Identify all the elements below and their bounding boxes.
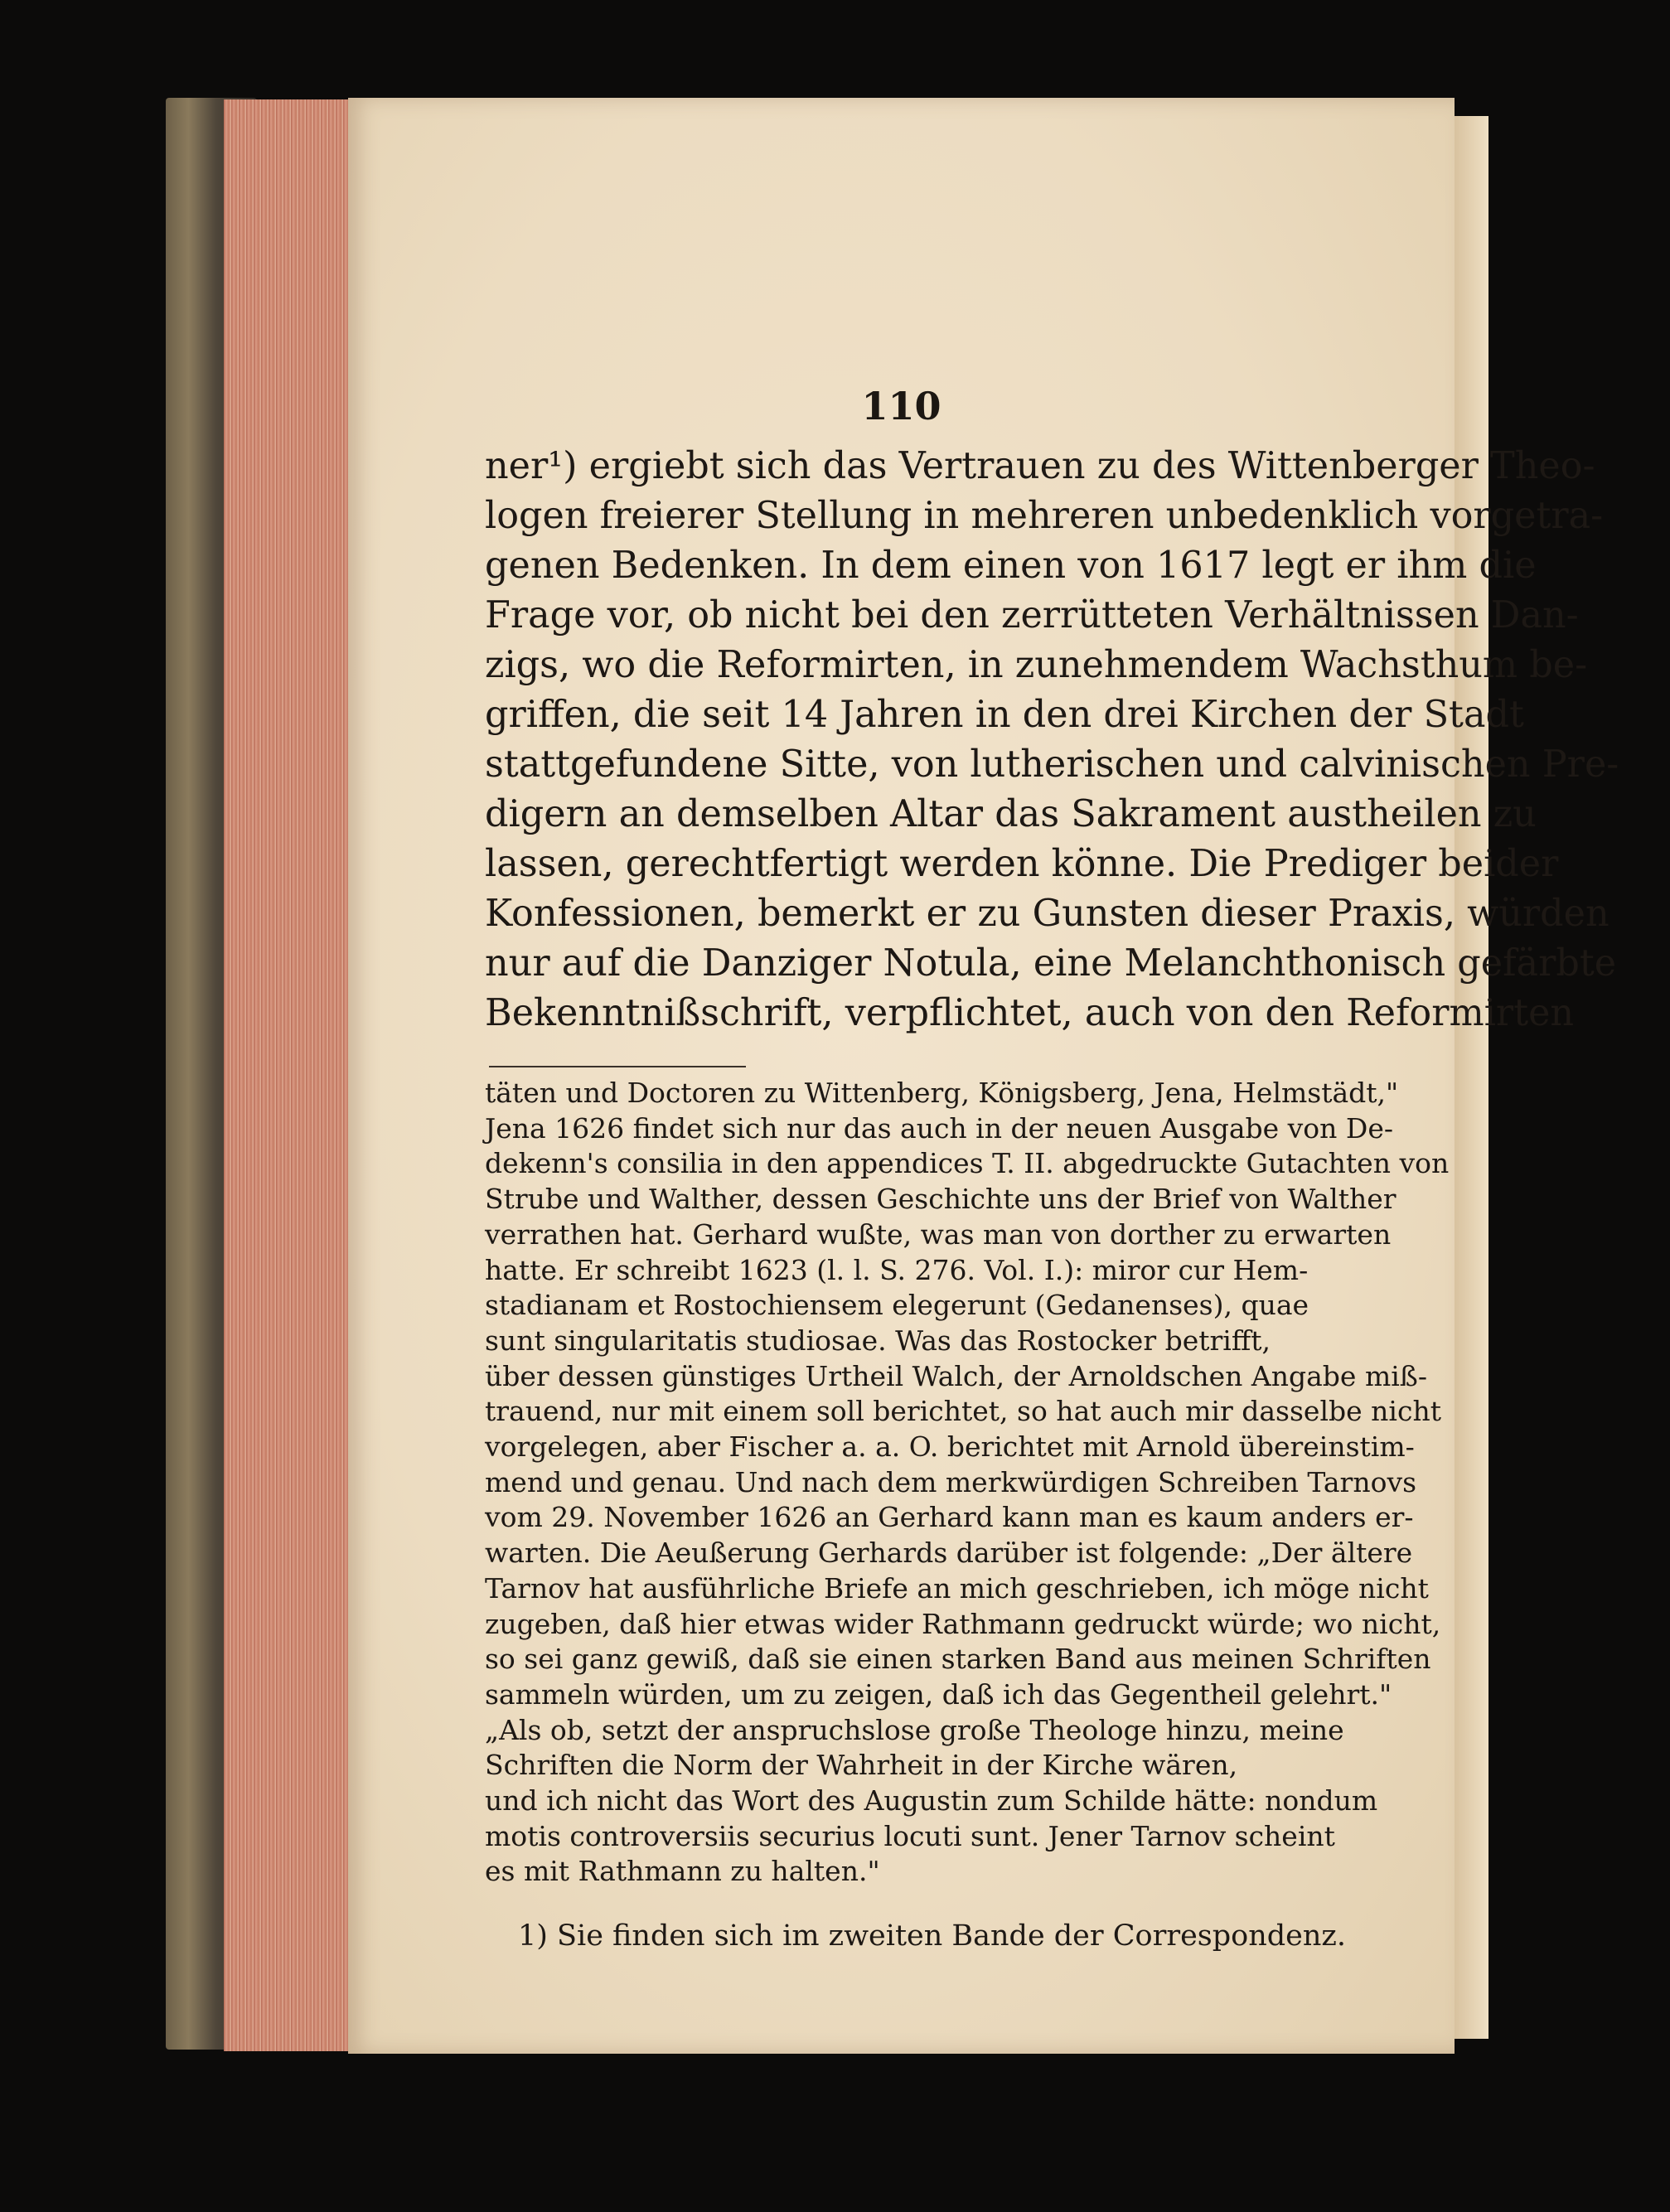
note-line: trauend, nur mit einem soll berichtet, so hat auch mir dasselbe nicht [485, 1395, 1441, 1428]
note-line: es mit Rathmann zu halten." [485, 1855, 880, 1888]
footnote: 1) Sie finden sich im zweiten Bande der Correspondenz. [518, 1919, 1346, 1953]
note-line: mend und genau. Und nach dem merkwürdigen Schreiben Tarnovs [485, 1465, 1417, 1498]
note-line: „Als ob, setzt der anspruchslose große Theologe hinzu, meine [485, 1713, 1344, 1746]
note-line: Strube und Walther, dessen Geschichte uns der Brief von Walther [485, 1183, 1397, 1216]
footnote-rule [489, 1066, 746, 1067]
text-line: zigs, wo die Reformirten, in zunehmendem Wachsthum be- [485, 644, 1588, 686]
note-line: Tarnov hat ausführliche Briefe an mich geschrieben, ich möge nicht [485, 1571, 1429, 1605]
text-line: Frage vor, ob nicht bei den zerrütteten Verhältnissen Dan- [485, 594, 1579, 636]
note-line: Schriften die Norm der Wahrheit in der Kirche wären, [485, 1749, 1238, 1782]
note-line: und ich nicht das Wort des Augustin zum Schilde hätte: nondum [485, 1784, 1378, 1818]
text-line: griffen, die seit 14 Jahren in den drei Kirchen der Stadt [485, 694, 1524, 736]
text-line: digern an demselben Altar das Sakrament austheilen zu [485, 793, 1537, 835]
text-line: genen Bedenken. In dem einen von 1617 legt er ihm die [485, 545, 1537, 587]
note-line: über dessen günstiges Urtheil Walch, der Arnoldschen Angabe miß- [485, 1359, 1427, 1392]
note-line: vorgelegen, aber Fischer a. a. O. berichtet mit Arnold übereinstim- [485, 1430, 1415, 1464]
note-line: sammeln würden, um zu zeigen, daß ich das Gegentheil gelehrt." [485, 1677, 1392, 1711]
notes-text [485, 1076, 1670, 1890]
note-line: vom 29. November 1626 an Gerhard kann man es kaum anders er- [485, 1501, 1414, 1534]
main-text [485, 442, 1670, 1038]
note-line: zugeben, daß hier etwas wider Rathmann gedruckt würde; wo nicht, [485, 1607, 1441, 1640]
text-line: logen freierer Stellung in mehreren unbedenklich vorgetra- [485, 495, 1604, 537]
text-line: Konfessionen, bemerkt er zu Gunsten dieser Praxis, würden [485, 893, 1609, 935]
book-page [348, 98, 1619, 2054]
text-line: Bekenntnißschrift, verpflichtet, auch von den Reformirten [485, 992, 1575, 1034]
text-line: stattgefundene Sitte, von lutherischen und calvinischen Pre- [485, 743, 1619, 786]
note-line: täten und Doctoren zu Wittenberg, Königsberg, Jena, Helmstädt," [485, 1077, 1399, 1109]
note-line: warten. Die Aeußerung Gerhards darüber ist folgende: „Der ältere [485, 1537, 1413, 1570]
text-line: ner¹) ergiebt sich das Vertrauen zu des Wittenberger Theo- [485, 445, 1595, 487]
page-number: 110 [861, 384, 941, 428]
note-line: hatte. Er schreibt 1623 (l. l. S. 276. Vol. I.): miror cur Hem- [485, 1253, 1309, 1286]
text-line: nur auf die Danziger Notula, eine Melanchthonisch gefärbte [485, 942, 1617, 985]
note-line: sunt singularitatis studiosae. Was das Rostocker betrifft, [485, 1324, 1271, 1357]
note-line: so sei ganz gewiß, daß sie einen starken Band aus meinen Schriften [485, 1643, 1431, 1676]
page-edges [224, 99, 358, 2051]
note-line: motis controversiis securius locuti sunt. Jener Tarnov scheint [485, 1819, 1335, 1852]
note-line: verrathen hat. Gerhard wußte, was man von dorther zu erwarten [485, 1217, 1392, 1251]
note-line: stadianam et Rostochiensem elegerunt (Gedanenses), quae [485, 1289, 1309, 1322]
text-line: lassen, gerechtfertigt werden könne. Die Prediger beider [485, 843, 1559, 885]
note-line: Jena 1626 findet sich nur das auch in der neuen Ausgabe von De- [485, 1111, 1394, 1145]
note-line: dekenn's consilia in den appendices T. II. abgedruckte Gutachten von [485, 1147, 1450, 1180]
